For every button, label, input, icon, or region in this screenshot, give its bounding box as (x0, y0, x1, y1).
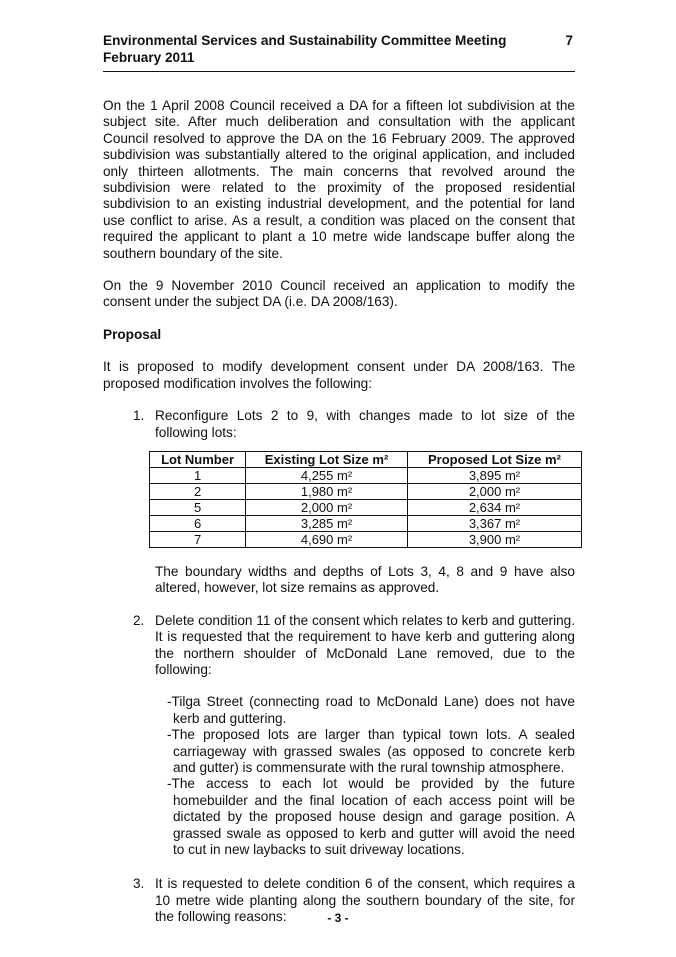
page-header (103, 32, 575, 72)
table-row (150, 531, 582, 547)
table-row (150, 483, 582, 499)
table-cell: 4,690 m² (246, 531, 408, 547)
column-header: Existing Lot Size m² (246, 451, 408, 467)
list-number: 1. (133, 408, 145, 424)
list-number: 2. (133, 612, 145, 628)
table-cell: 2 (150, 483, 246, 499)
table-cell: 5 (150, 499, 246, 515)
paragraph-modification-application: On the 9 November 2010 Council received an application to modify the consent under the subject DA (i.e. DA 2008/163). (103, 278, 575, 310)
table-cell: 6 (150, 515, 246, 531)
table-header-row (150, 451, 582, 467)
table-cell: 3,285 m² (246, 515, 408, 531)
section-heading-proposal: Proposal (103, 326, 162, 342)
table-cell: 2,000 m² (246, 499, 408, 515)
table-cell: 7 (150, 531, 246, 547)
list-item-text: Delete condition 11 of the consent which relates to kerb and guttering. It is requested that the requirement to have kerb and guttering along the northern shoulder of McDonald Lane removed, due to the following: (155, 612, 575, 677)
page-footer: - 3 - (327, 911, 349, 925)
list-item-2 (103, 613, 575, 859)
reason-list (155, 694, 575, 858)
table-cell: 3,895 m² (407, 467, 581, 483)
header-title: Environmental Services and Sustainability Committee Meeting February 2011 (103, 33, 507, 65)
table-row (150, 467, 582, 483)
paragraph-proposal-intro: It is proposed to modify development consent under DA 2008/163. The proposed modification involves the following: (103, 359, 575, 391)
document-page (103, 32, 575, 926)
column-header: Lot Number (150, 451, 246, 467)
table-cell: 1,980 m² (246, 483, 408, 499)
list-item-text: Reconfigure Lots 2 to 9, with changes made to lot size of the following lots: (155, 408, 575, 440)
table-cell: 2,634 m² (407, 499, 581, 515)
column-header: Proposed Lot Size m² (407, 451, 581, 467)
list-item-1 (103, 408, 575, 597)
table-cell: 1 (150, 467, 246, 483)
lot-size-table (149, 451, 582, 548)
table-cell: 4,255 m² (246, 467, 408, 483)
header-page-number: 7 (565, 33, 573, 48)
proposal-list (103, 408, 575, 926)
reason-item: -Tilga Street (connecting road to McDonald Lane) does not have kerb and guttering. (167, 694, 575, 726)
table-row (150, 515, 582, 531)
table-cell: 2,000 m² (407, 483, 581, 499)
reason-item: -The access to each lot would be provided by the future homebuilder and the final location of each access point will be dictated by the proposed house design and garage position. A grassed swale as opposed to kerb and gutter will avoid the need to cut in new laybacks to suit driveway locations. (167, 776, 575, 857)
list-number: 3. (133, 876, 145, 892)
list-item-note: The boundary widths and depths of Lots 3, 4, 8 and 9 have also altered, however, lot size remains as approved. (155, 563, 575, 596)
table-cell: 3,900 m² (407, 531, 581, 547)
paragraph-background: On the 1 April 2008 Council received a DA for a fifteen lot subdivision at the subject site. After much deliberation and consultation with the applicant Council resolved to approve the DA on the 16 February 2009. The approved subdivision was substantially altered to the original application, and included only thirteen allotments. The main concerns that revolved around the subdivision were related to the proximity of the proposed residential subdivision to an existing industrial development, and the potential for land use conflict to arise. As a result, a condition was placed on the consent that required the applicant to plant a 10 metre wide landscape buffer along the southern boundary of the site. (103, 98, 575, 261)
table-cell: 3,367 m² (407, 515, 581, 531)
table-row (150, 499, 582, 515)
list-item-text: It is requested to delete condition 6 of the consent, which requires a 10 metre wide planting along the southern boundary of the site, for the following reasons: (155, 876, 575, 925)
reason-item: -The proposed lots are larger than typical town lots. A sealed carriageway with grassed swales (as opposed to concrete kerb and gutter) is commensurate with the rural township atmosphere. (167, 727, 575, 775)
